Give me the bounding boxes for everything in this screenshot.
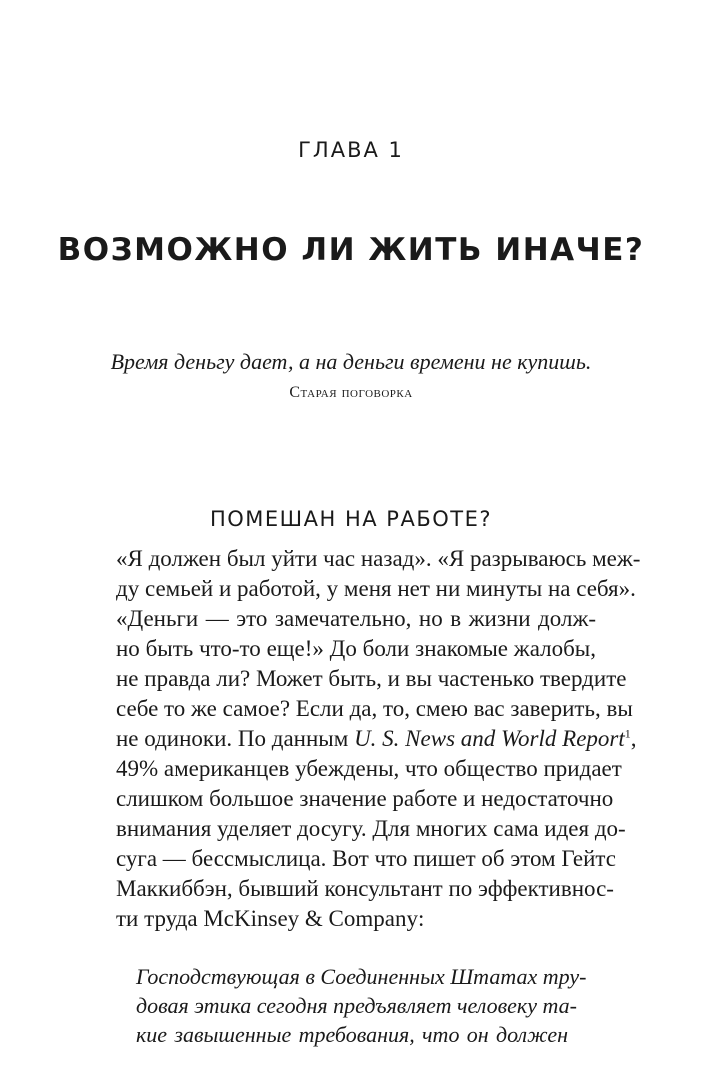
body-line: слишком большое значение работе и недостаточно <box>116 786 614 811</box>
body-line: ти труда McKinsey & Company: <box>116 906 425 931</box>
section-heading: ПОМЕШАН НА РАБОТЕ? <box>209 507 493 531</box>
epigraph-text: Время деньгу дает, а на деньги времени не купишь. <box>110 349 592 374</box>
body-line: 49% американцев убеждены, что общество придает <box>116 756 622 781</box>
body-line: Маккиббэн, бывший консультант по эффективнос- <box>116 876 614 901</box>
body-line: не правда ли? Может быть, и вы частенько твердите <box>116 666 627 691</box>
chapter-label: ГЛАВА 1 <box>298 138 404 162</box>
body-line: «Деньги — это замечательно, но в жизни долж- <box>116 606 596 631</box>
body-line: но быть что-то еще!» До боли знакомые жалобы, <box>116 636 596 661</box>
body-line: внимания уделяет досугу. Для многих сама идея до- <box>116 816 626 841</box>
body-line-text: не одиноки. По данным <box>116 726 355 751</box>
body-line-with-source <box>116 724 637 754</box>
body-line: суга — бессмыслица. Вот что пишет об этом Гейтс <box>116 846 616 871</box>
quote-line: Господствующая в Соединенных Штатах тру- <box>136 964 587 989</box>
body-line: ду семьей и работой, у меня нет ни минуты на себя». <box>116 576 636 601</box>
body-line-text: , <box>630 726 637 751</box>
body-line: «Я должен был уйти час назад». «Я разрываюсь меж- <box>116 546 641 571</box>
epigraph-source: Старая поговорка <box>289 384 413 401</box>
chapter-title: ВОЗМОЖНО ЛИ ЖИТЬ ИНАЧЕ? <box>57 232 645 268</box>
source-title: U. S. News and World Report <box>354 726 625 751</box>
body-line: себе то же самое? Если да, то, смею вас заверить, вы <box>116 696 633 721</box>
quote-line: довая этика сегодня предъявляет человеку та- <box>136 993 577 1018</box>
quote-line: кие завышенные требования, что он должен <box>136 1022 568 1047</box>
footnote-marker: 1 <box>624 726 631 741</box>
